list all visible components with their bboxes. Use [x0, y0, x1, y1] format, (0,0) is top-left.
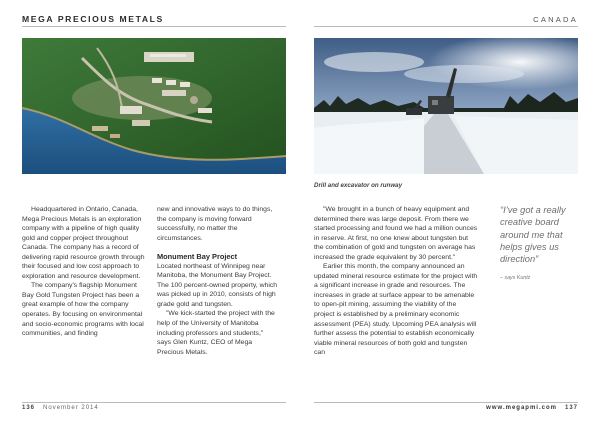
pull-quote — [500, 204, 580, 281]
pull-quote-text: “I’ve got a really creative board around me that helps gives us direction” — [500, 205, 566, 265]
aerial-camp-image — [22, 38, 286, 174]
publication-title: MEGA PRECIOUS METALS — [22, 14, 164, 24]
page-number-right: 137 — [564, 405, 578, 411]
article-paragraph: new and innovative ways to do things, the company is moving forward successfully, no matter the circumstances. — [157, 206, 273, 242]
issue-date: November 2014 — [43, 405, 99, 411]
article-paragraph: Earlier this month, the company announced an updated mineral resource estimate for the project with a significant increase in grade and resources. The increases in grade at surface appear to be amenable to open-pit mining, assuming the viability of the project is established by a preliminary economic assessment (PEA) study. Upcoming PEA analysis will further assess the potential to establish economically viable mineral resources of both gold and tungsten can — [314, 263, 478, 357]
photo-caption: Drill and excavator on runway — [314, 182, 403, 189]
article-column-3 — [314, 205, 478, 358]
article-paragraph: "We brought in a bunch of heavy equipment and determined there was large deposit. From there we started processing and found we had a million ounces in reserve. At first, no one knew about tungsten but the combination of gold and tungsten on average has increased the grade equivalent by 30 percent." — [314, 206, 478, 261]
footer-right — [314, 402, 578, 414]
header-right — [314, 9, 578, 27]
aerial-camp-photo — [22, 38, 286, 174]
article-paragraph: Headquartered in Ontario, Canada, Mega Precious Metals is an exploration company with a pipeline of high quality gold and copper project throughout Canada. The company has a record of delivering rapid resource growth through their focused and low cost approach to exploration and resource development. — [22, 206, 145, 280]
footer-left — [22, 402, 286, 414]
article-column-2 — [157, 205, 279, 357]
header-left — [22, 9, 286, 27]
pull-quote-source: – says Kuntz — [500, 275, 531, 282]
article-paragraph: The company's flagship Monument Bay Gold Tungsten Project has been a great example of how the company operates. By focusing on environmental and socio-economic programs with local communities, and finding — [22, 282, 144, 338]
article-column-1 — [22, 205, 145, 339]
article-paragraph: Located northeast of Winnipeg near Manitoba, the Monument Bay Project. The 100 percent-owned property, which was picked up in 2010, consists of high grade gold and tungsten. — [157, 262, 278, 308]
snowy-runway-photo — [314, 38, 578, 174]
section-label: CANADA — [533, 15, 578, 24]
article-paragraph: "We kick-started the project with the help of the University of Manitoba including professors and students," says Glen Kuntz, CEO of Mega Precious Metals. — [157, 310, 275, 356]
snowy-runway-image — [314, 38, 578, 174]
subheading: Monument Bay Project — [157, 252, 238, 262]
website-url: www.megapmi.com — [486, 405, 557, 411]
page-number-left: 136 — [22, 405, 36, 411]
